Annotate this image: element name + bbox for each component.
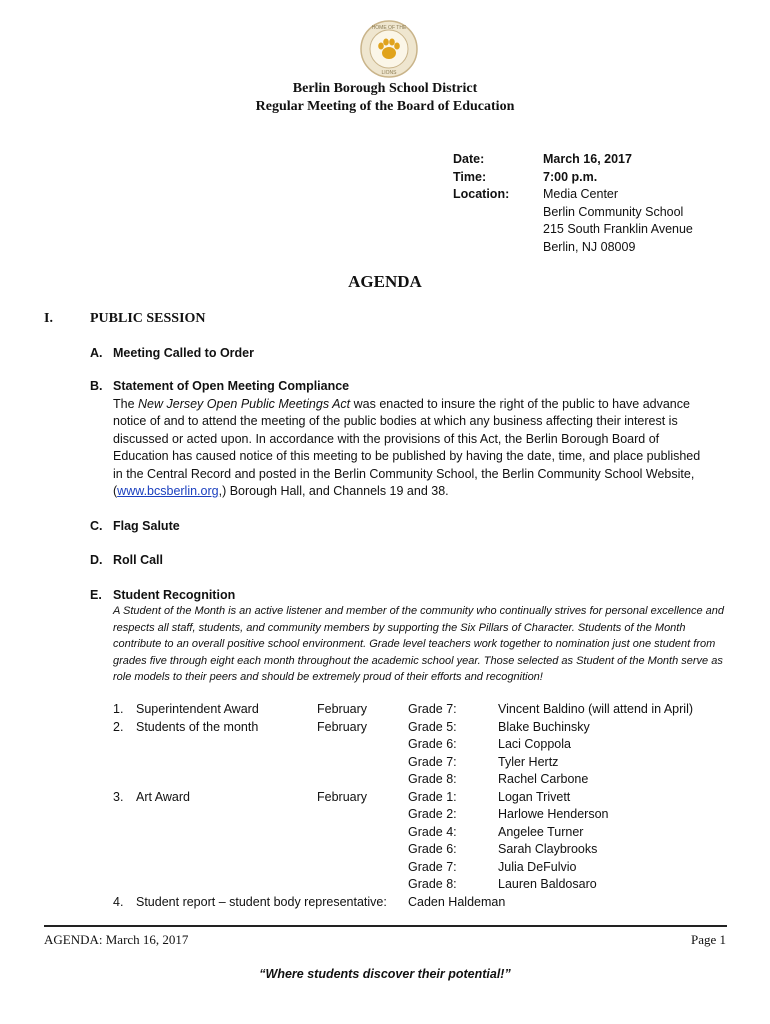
award-month: February [317, 789, 368, 804]
award-grades [408, 701, 457, 894]
meta-labels [453, 151, 509, 204]
award-grade: Grade 2: [408, 807, 457, 821]
item-e-title: Student Recognition [113, 588, 236, 602]
location-line: Berlin Community School [543, 204, 684, 219]
award-number: 3. [113, 789, 124, 804]
student-report-number: 4. [113, 894, 124, 909]
date-value: March 16, 2017 [543, 152, 632, 166]
open-meeting-statement [113, 396, 703, 500]
date-label: Date: [453, 152, 485, 166]
item-a-letter: A. [90, 346, 103, 360]
item-c-title: Flag Salute [113, 519, 180, 533]
item-e-letter: E. [90, 588, 102, 602]
footer-agenda-date: AGENDA: March 16, 2017 [44, 932, 189, 947]
award-student: Laci Coppola [498, 737, 571, 751]
svg-text:LIONS: LIONS [381, 70, 397, 76]
award-grade: Grade 1: [408, 789, 457, 804]
agenda-title: AGENDA [348, 272, 422, 291]
award-month: February [317, 719, 368, 734]
award-student: Harlowe Henderson [498, 807, 609, 821]
location-line: Berlin, NJ 08009 [543, 239, 636, 254]
meta-values [543, 151, 693, 256]
website-link[interactable]: www.bcsberlin.org [117, 484, 219, 499]
student-recognition-description: A Student of the Month is an active listener and member of the community who continually strives for personal excellence and respects all staff, students, and community members by supporting the Six Pillars of Character. Students of the Month contribute to an overall positive school environment. Grade level teachers work together to nomination just one student from grades five through eight each month throughout the academic school year. Those selected as Student of the Month serve as role models to their peers and should be extremely proud of their efforts and recognition! [113, 605, 725, 683]
student-report-name: Caden Haldeman [408, 894, 506, 909]
award-grade: Grade 4: [408, 824, 457, 839]
award-name: Superintendent Award [136, 702, 259, 716]
award-student: Vincent Baldino (will attend in April) [498, 702, 694, 716]
time-label: Time: [453, 169, 487, 184]
award-name: Students of the month [136, 719, 259, 734]
award-student: Tyler Hertz [498, 754, 559, 769]
school-motto: “Where students discover their potential!” [259, 967, 511, 981]
award-student: Angelee Turner [498, 824, 584, 839]
award-grade: Grade 6: [408, 842, 457, 856]
item-c-letter: C. [90, 519, 103, 533]
statement-body: was enacted to insure the right of the public to have advance notice of and to attend the meeting of the public bodies at which any business affecting their interest is discussed or acted upon. In accordance with the provisions of this Act, the Berlin Borough Board of Education has caused notice of this meeting to be published by having the date, time, and place published in the Central Record and posted in the Berlin Community School, the Berlin Community School Website, ( [113, 397, 701, 499]
award-students [498, 701, 693, 894]
footer-page-number: Page 1 [690, 932, 726, 947]
district-title: Berlin Borough School District [292, 81, 478, 96]
lions-logo [360, 20, 418, 78]
award-number: 2. [113, 719, 124, 734]
location-line: Media Center [543, 187, 619, 201]
item-b-letter: B. [90, 379, 103, 393]
item-b-title: Statement of Open Meeting Compliance [113, 379, 350, 393]
award-month: February [317, 702, 368, 716]
item-a-title: Meeting Called to Order [113, 346, 254, 360]
award-student: Logan Trivett [498, 789, 571, 804]
award-grade: Grade 6: [408, 737, 457, 751]
statement-post: ,) Borough Hall, and Channels 19 and 38. [218, 484, 449, 499]
location-line: 215 South Franklin Avenue [543, 222, 693, 236]
award-grade: Grade 7: [408, 754, 457, 769]
award-number: 1. [113, 702, 124, 716]
student-report-label: Student report – student body representative: [136, 894, 387, 909]
award-name: Art Award [136, 789, 190, 804]
award-grade: Grade 5: [408, 719, 457, 734]
award-student: Rachel Carbone [498, 772, 589, 786]
award-student: Blake Buchinsky [498, 719, 590, 734]
award-grade: Grade 8: [408, 772, 457, 786]
section-number: I. [44, 311, 53, 326]
award-grade: Grade 7: [408, 702, 457, 716]
award-student: Lauren Baldosaro [498, 877, 597, 891]
footer-divider [44, 925, 727, 927]
statement-pre: The [113, 397, 139, 411]
location-label: Location: [453, 187, 510, 201]
award-grade: Grade 8: [408, 877, 457, 891]
award-student: Sarah Claybrooks [498, 842, 598, 856]
time-value: 7:00 p.m. [543, 169, 598, 184]
act-name: New Jersey Open Public Meetings Act [138, 397, 351, 411]
item-d-letter: D. [90, 553, 103, 567]
award-grade: Grade 7: [408, 859, 457, 874]
svg-text:HOME OF THE: HOME OF THE [371, 25, 407, 31]
section-title: PUBLIC SESSION [90, 311, 206, 326]
award-student: Julia DeFulvio [498, 859, 577, 874]
meeting-title: Regular Meeting of the Board of Education [255, 99, 515, 114]
item-d-title: Roll Call [113, 553, 164, 567]
